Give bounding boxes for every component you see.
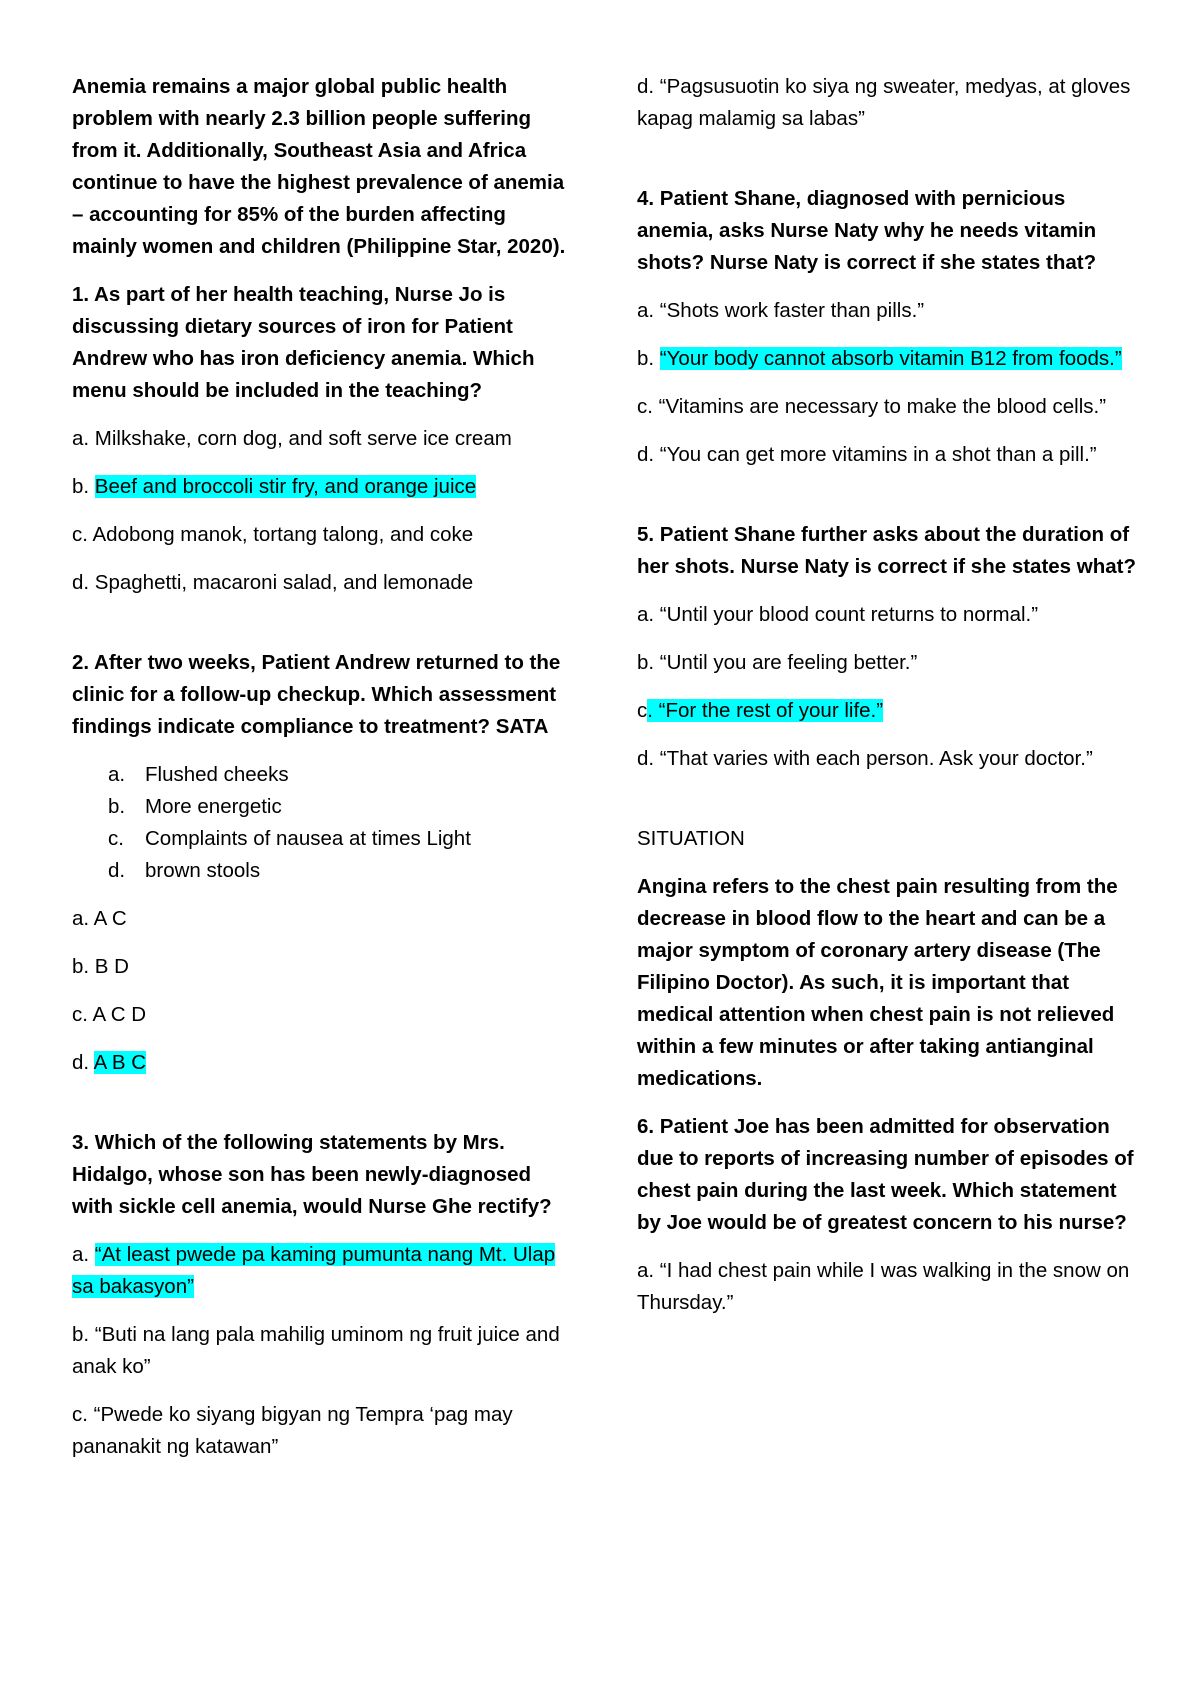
question-3-option-d: d. “Pagsusuotin ko siya ng sweater, medyas, at gloves kapag malamig sa labas” xyxy=(637,75,1131,130)
question-6-option-a: a. “I had chest pain while I was walking in the snow on Thursday.” xyxy=(637,1259,1130,1314)
highlighted-answer: . “For the rest of your life.” xyxy=(647,699,884,722)
question-5-option-b: b. “Until you are feeling better.” xyxy=(637,651,918,674)
highlighted-answer: “At least pwede pa kaming pumunta nang Mt. Ulap sa bakasyon” xyxy=(72,1243,556,1298)
question-6 xyxy=(637,1111,1137,1319)
question-4-stem: 4. Patient Shane, diagnosed with pernicious anemia, asks Nurse Naty why he needs vitamin shots? Nurse Naty is correct if she states that? xyxy=(637,187,1097,274)
option-prefix: b. xyxy=(637,347,660,370)
right-column xyxy=(637,71,1137,1335)
question-5-option-d: d. “That varies with each person. Ask your doctor.” xyxy=(637,747,1093,770)
option-prefix: c xyxy=(637,699,648,722)
question-3-option-c: c. “Pwede ko siyang bigyan ng Tempra ‘pag may pananakit ng katawan” xyxy=(72,1403,513,1458)
question-4-option-b xyxy=(637,343,1137,375)
question-4 xyxy=(637,183,1137,471)
question-1-option-a: a. Milkshake, corn dog, and soft serve ice cream xyxy=(72,427,512,450)
question-2-findings-list xyxy=(72,759,572,887)
question-5-option-c xyxy=(637,695,1137,727)
spacer xyxy=(72,615,572,647)
question-1-stem: 1. As part of her health teaching, Nurse Jo is discussing dietary sources of iron for Patient Andrew who has iron deficiency anemia. Which menu should be included in the teaching? xyxy=(72,283,535,402)
question-3-option-a xyxy=(72,1239,572,1303)
spacer xyxy=(637,151,1137,183)
question-3-option-b: b. “Buti na lang pala mahilig uminom ng fruit juice and anak ko” xyxy=(72,1323,560,1378)
finding-item: b. More energetic xyxy=(108,795,282,818)
question-4-option-d: d. “You can get more vitamins in a shot than a pill.” xyxy=(637,443,1097,466)
question-3-stem: 3. Which of the following statements by Mrs. Hidalgo, whose son has been newly-diagnosed with sickle cell anemia, would Nurse Ghe rectify? xyxy=(72,1131,552,1218)
spacer xyxy=(72,1095,572,1127)
question-2 xyxy=(72,647,572,1079)
option-prefix: b. xyxy=(72,475,95,498)
left-column xyxy=(72,71,572,1479)
option-prefix: d. xyxy=(72,1051,94,1074)
question-4-option-c: c. “Vitamins are necessary to make the blood cells.” xyxy=(637,395,1107,418)
question-6-stem: 6. Patient Joe has been admitted for observation due to reports of increasing number of episodes of chest pain during the last week. Which statement by Joe would be of greatest concern to his nurse? xyxy=(637,1115,1134,1234)
spacer xyxy=(637,791,1137,823)
highlighted-answer: “Your body cannot absorb vitamin B12 from foods.” xyxy=(659,347,1122,370)
question-2-option-d xyxy=(72,1047,572,1079)
intro-paragraph: Anemia remains a major global public health problem with nearly 2.3 billion people suffering from it. Additionally, Southeast Asia and Africa continue to have the highest prevalence of anemia – accounting for 85% of the burden affecting mainly women and children (Philippine Star, 2020). xyxy=(72,75,566,258)
question-2-stem: 2. After two weeks, Patient Andrew returned to the clinic for a follow-up checkup. Which assessment findings indicate compliance to treatment? SATA xyxy=(72,651,561,738)
option-prefix: a. xyxy=(72,1243,95,1266)
question-1 xyxy=(72,279,572,599)
question-2-option-b: b. B D xyxy=(72,955,129,978)
highlighted-answer: Beef and broccoli stir fry, and orange juice xyxy=(94,475,477,498)
question-2-option-a: a. A C xyxy=(72,907,127,930)
question-5-stem: 5. Patient Shane further asks about the duration of her shots. Nurse Naty is correct if she states what? xyxy=(637,523,1136,578)
spacer xyxy=(637,487,1137,519)
question-4-option-a: a. “Shots work faster than pills.” xyxy=(637,299,925,322)
finding-item: a. Flushed cheeks xyxy=(108,763,289,786)
question-3 xyxy=(72,1127,572,1463)
question-1-option-c: c. Adobong manok, tortang talong, and coke xyxy=(72,523,474,546)
highlighted-answer: A B C xyxy=(93,1051,147,1074)
question-1-option-d: d. Spaghetti, macaroni salad, and lemonade xyxy=(72,571,474,594)
question-5 xyxy=(637,519,1137,775)
question-5-option-a: a. “Until your blood count returns to normal.” xyxy=(637,603,1039,626)
question-2-option-c: c. A C D xyxy=(72,1003,147,1026)
finding-item: c. Complaints of nausea at times Light xyxy=(108,827,471,850)
question-1-option-b xyxy=(72,471,572,503)
situation-paragraph: Angina refers to the chest pain resulting from the decrease in blood flow to the heart and can be a major symptom of coronary artery disease (The Filipino Doctor). As such, it is important that medical attention when chest pain is not relieved within a few minutes or after taking antianginal medications. xyxy=(637,875,1118,1090)
situation-label: SITUATION xyxy=(637,827,745,850)
finding-item: d. brown stools xyxy=(108,859,261,882)
